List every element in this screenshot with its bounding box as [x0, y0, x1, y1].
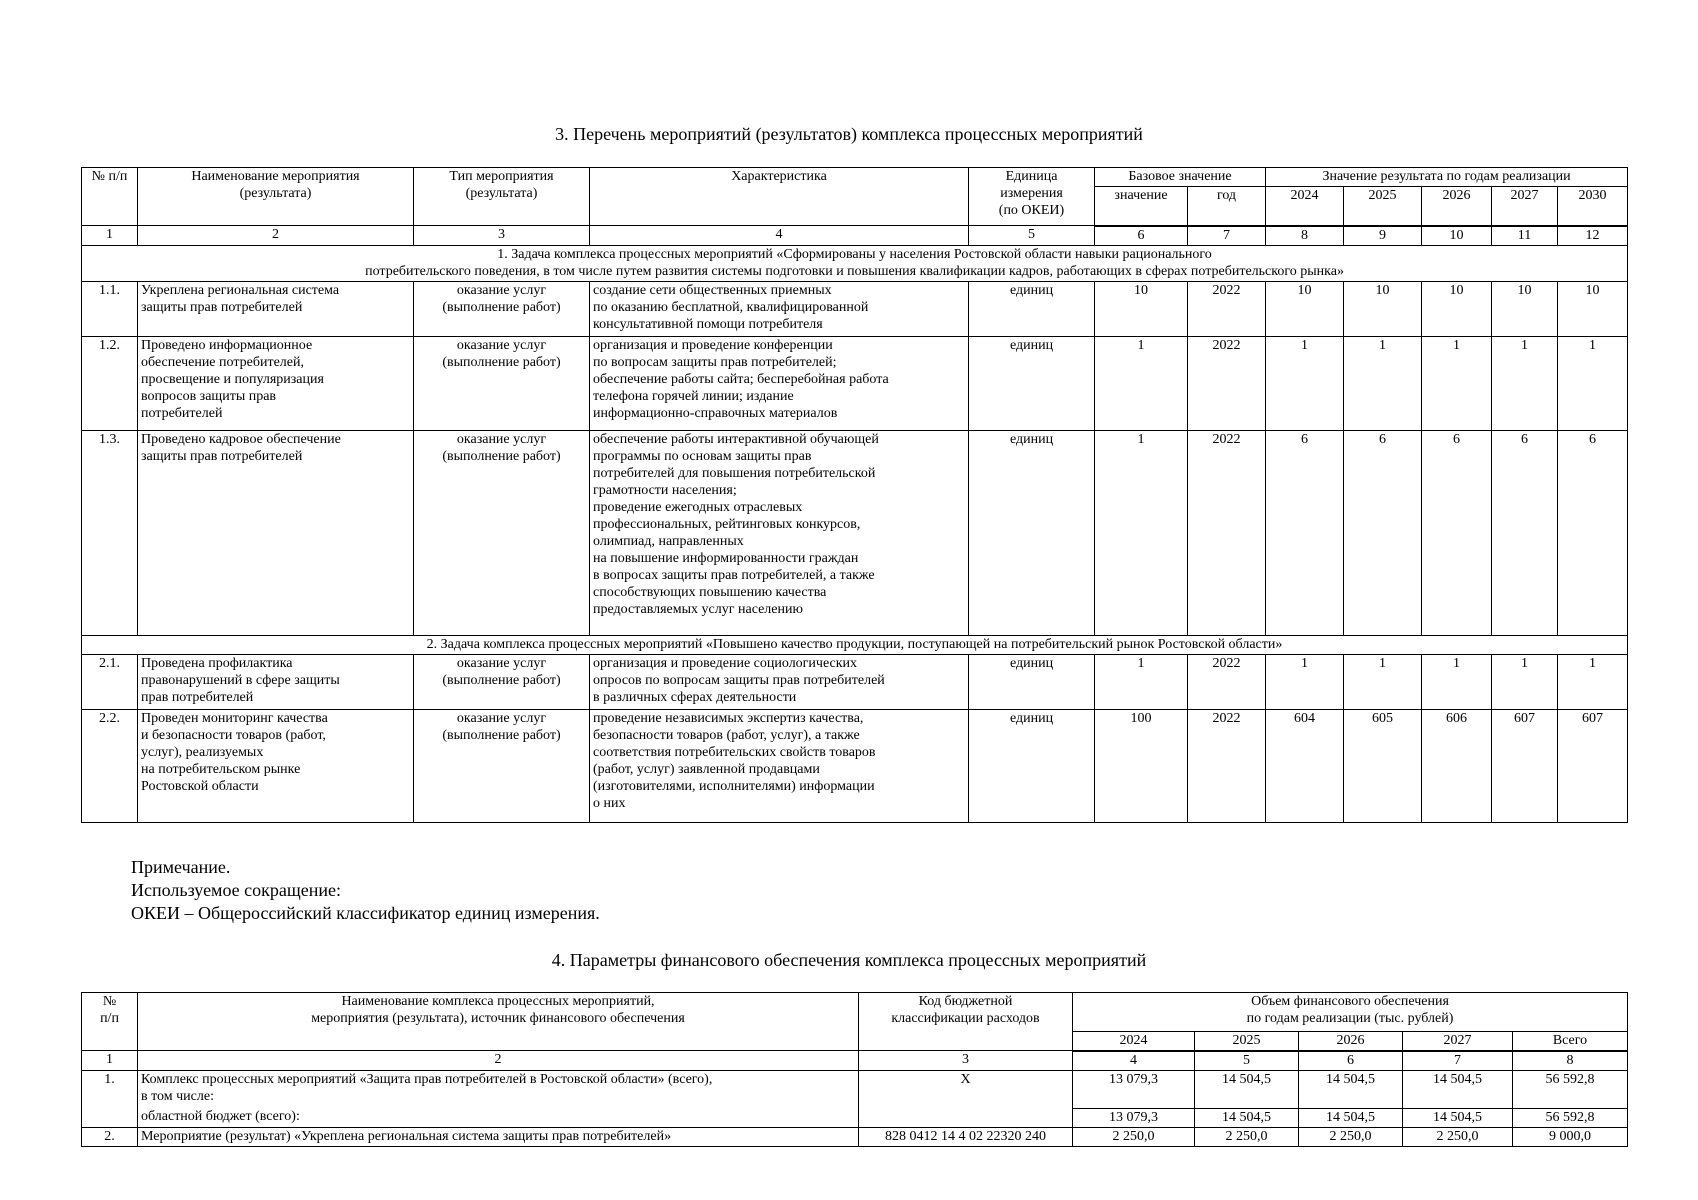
- col-num: 1: [82, 1051, 138, 1071]
- header-year-2025: 2025: [1344, 187, 1422, 226]
- row-value-2024: 1: [1266, 336, 1344, 430]
- row-name: Проведена профилактика правонарушений в сфере защиты прав потребителей: [138, 654, 414, 709]
- fin-row-total: 56 592,8: [1513, 1070, 1628, 1108]
- fin-row-2027: 2 250,0: [1403, 1127, 1513, 1146]
- table-row: [82, 1127, 1628, 1146]
- fin-header-2027: 2027: [1403, 1032, 1513, 1051]
- row-type: оказание услуг (выполнение работ): [414, 281, 590, 336]
- header-unit: Единица измерения (по ОКЕИ): [969, 168, 1095, 226]
- row-unit: единиц: [969, 336, 1095, 430]
- fin-row-2024: 2 250,0: [1073, 1127, 1195, 1146]
- row-base-value: 10: [1095, 281, 1188, 336]
- section-3-title: 3. Перечень мероприятий (результатов) комплекса процессных мероприятий: [555, 124, 1143, 144]
- table-row: [82, 709, 1628, 822]
- fin-row-2026: 14 504,5: [1299, 1108, 1403, 1127]
- row-base-value: 100: [1095, 709, 1188, 822]
- fin-row-2027: 14 504,5: [1403, 1070, 1513, 1108]
- row-num: 1.2.: [82, 336, 138, 430]
- row-type: оказание услуг (выполнение работ): [414, 654, 590, 709]
- fin-row-name: областной бюджет (всего):: [138, 1108, 859, 1127]
- row-unit: единиц: [969, 654, 1095, 709]
- header-base: Базовое значение: [1095, 168, 1266, 187]
- fin-row-code: Х: [859, 1070, 1073, 1127]
- row-value-2025: 1: [1344, 336, 1422, 430]
- row-value-2026: 1: [1422, 336, 1492, 430]
- fin-header-volume: Объем финансового обеспечения по годам реализации (тыс. рублей): [1073, 993, 1628, 1032]
- row-value-2030: 1: [1558, 336, 1628, 430]
- header-year-2030: 2030: [1558, 187, 1628, 226]
- fin-row-name: Мероприятие (результат) «Укреплена региональная система защиты прав потребителей»: [138, 1127, 859, 1146]
- row-num: 2.1.: [82, 654, 138, 709]
- note-abbrev-label: Используемое сокращение:: [131, 880, 341, 900]
- fin-row-num: 2.: [82, 1127, 138, 1146]
- finance-table: [81, 992, 1628, 1147]
- fin-row-num: 1.: [82, 1070, 138, 1127]
- row-value-2024: 604: [1266, 709, 1344, 822]
- col-num: 9: [1344, 226, 1422, 246]
- fin-header-name: Наименование комплекса процессных мероприятий, мероприятия (результата), источник финансового обеспечения: [138, 993, 859, 1051]
- header-year-2024: 2024: [1266, 187, 1344, 226]
- measures-table: [81, 167, 1628, 823]
- row-name: Проведено информационное обеспечение потребителей, просвещение и популяризация вопросов защиты прав потребителей: [138, 336, 414, 430]
- header-num: № п/п: [82, 168, 138, 226]
- fin-header-2025: 2025: [1195, 1032, 1299, 1051]
- fin-row-2025: 14 504,5: [1195, 1108, 1299, 1127]
- table-row: [82, 654, 1628, 709]
- col-num: 11: [1492, 226, 1558, 246]
- row-unit: единиц: [969, 709, 1095, 822]
- header-name: Наименование мероприятия (результата): [138, 168, 414, 226]
- table-row: [82, 281, 1628, 336]
- fin-column-numbers-row: [82, 1051, 1628, 1071]
- row-characteristic: обеспечение работы интерактивной обучающей программы по основам защиты прав потребителей для повышения потребительской грамотности населения; проведение ежегодных отраслевых профессиональных, рейтинговых конкурсов, олимпиад, направленных на повышение информированности граждан в вопросах защиты прав потребителей, а также способствующих повышению качества предоставляемых услуг населению: [590, 430, 969, 635]
- row-value-2027: 6: [1492, 430, 1558, 635]
- row-value-2024: 10: [1266, 281, 1344, 336]
- row-value-2027: 1: [1492, 336, 1558, 430]
- row-value-2026: 6: [1422, 430, 1492, 635]
- col-num: 4: [1073, 1051, 1195, 1071]
- row-value-2027: 1: [1492, 654, 1558, 709]
- fin-row-total: 9 000,0: [1513, 1127, 1628, 1146]
- fin-header-total: Всего: [1513, 1032, 1628, 1051]
- task-2-row: 2. Задача комплекса процессных мероприятий «Повышено качество продукции, поступающей на потребительский рынок Ростовской области»: [82, 635, 1628, 654]
- row-value-2024: 1: [1266, 654, 1344, 709]
- note-heading: Примечание.: [131, 857, 231, 877]
- row-value-2025: 10: [1344, 281, 1422, 336]
- row-value-2025: 6: [1344, 430, 1422, 635]
- row-value-2026: 606: [1422, 709, 1492, 822]
- section-4-title: 4. Параметры финансового обеспечения комплекса процессных мероприятий: [551, 950, 1147, 970]
- row-num: 2.2.: [82, 709, 138, 822]
- col-num: 5: [1195, 1051, 1299, 1071]
- row-value-2025: 1: [1344, 654, 1422, 709]
- fin-header-2024: 2024: [1073, 1032, 1195, 1051]
- col-num: 6: [1095, 226, 1188, 246]
- col-num: 7: [1188, 226, 1266, 246]
- row-type: оказание услуг (выполнение работ): [414, 709, 590, 822]
- fin-row-2027: 14 504,5: [1403, 1108, 1513, 1127]
- col-num: 12: [1558, 226, 1628, 246]
- col-num: 3: [859, 1051, 1073, 1071]
- col-num: 10: [1422, 226, 1492, 246]
- row-name: Проведен мониторинг качества и безопасности товаров (работ, услуг), реализуемых на потребительском рынке Ростовской области: [138, 709, 414, 822]
- row-value-2030: 607: [1558, 709, 1628, 822]
- fin-header-2026: 2026: [1299, 1032, 1403, 1051]
- row-value-2027: 607: [1492, 709, 1558, 822]
- col-num: 2: [138, 1051, 859, 1071]
- fin-row-2026: 2 250,0: [1299, 1127, 1403, 1146]
- col-num: 6: [1299, 1051, 1403, 1071]
- col-num: 3: [414, 226, 590, 246]
- header-year-2027: 2027: [1492, 187, 1558, 226]
- col-num: 7: [1403, 1051, 1513, 1071]
- row-value-2026: 10: [1422, 281, 1492, 336]
- row-num: 1.3.: [82, 430, 138, 635]
- task-1-row: 1. Задача комплекса процессных мероприятий «Сформированы у населения Ростовской области навыки рационального потребительского поведения, в том числе путем развития системы подготовки и повышения квалификации кадров, работающих в сферах потребительского рынка»: [82, 245, 1628, 281]
- column-numbers-row: [82, 226, 1628, 246]
- fin-row-name: Комплекс процессных мероприятий «Защита прав потребителей в Ростовской области» (всего), в том числе:: [138, 1070, 859, 1108]
- row-unit: единиц: [969, 430, 1095, 635]
- row-type: оказание услуг (выполнение работ): [414, 430, 590, 635]
- row-base-value: 1: [1095, 336, 1188, 430]
- row-value-2030: 1: [1558, 654, 1628, 709]
- header-year-2026: 2026: [1422, 187, 1492, 226]
- row-base-year: 2022: [1188, 709, 1266, 822]
- row-base-value: 1: [1095, 654, 1188, 709]
- table-row: [82, 336, 1628, 430]
- note-okei: ОКЕИ – Общероссийский классификатор единиц измерения.: [131, 903, 600, 923]
- row-characteristic: создание сети общественных приемных по оказанию бесплатной, квалифицированной консультативной помощи потребителя: [590, 281, 969, 336]
- table-row: [82, 430, 1628, 635]
- row-value-2024: 6: [1266, 430, 1344, 635]
- fin-row-2026: 14 504,5: [1299, 1070, 1403, 1108]
- table-row: [82, 1108, 1628, 1127]
- fin-row-total: 56 592,8: [1513, 1108, 1628, 1127]
- row-base-year: 2022: [1188, 336, 1266, 430]
- fin-row-2024: 13 079,3: [1073, 1070, 1195, 1108]
- fin-row-2025: 14 504,5: [1195, 1070, 1299, 1108]
- row-characteristic: организация и проведение конференции по вопросам защиты прав потребителей; обеспечение работы сайта; бесперебойная работа телефона горячей линии; издание информационно-справочных материалов: [590, 336, 969, 430]
- header-characteristic: Характеристика: [590, 168, 969, 226]
- row-value-2030: 6: [1558, 430, 1628, 635]
- row-num: 1.1.: [82, 281, 138, 336]
- row-value-2025: 605: [1344, 709, 1422, 822]
- fin-row-code: 828 0412 14 4 02 22320 240: [859, 1127, 1073, 1146]
- fin-header-code: Код бюджетной классификации расходов: [859, 993, 1073, 1051]
- col-num: 2: [138, 226, 414, 246]
- fin-row-2025: 2 250,0: [1195, 1127, 1299, 1146]
- row-base-year: 2022: [1188, 430, 1266, 635]
- fin-row-2024: 13 079,3: [1073, 1108, 1195, 1127]
- row-base-year: 2022: [1188, 281, 1266, 336]
- row-value-2026: 1: [1422, 654, 1492, 709]
- col-num: 8: [1513, 1051, 1628, 1071]
- col-num: 8: [1266, 226, 1344, 246]
- row-unit: единиц: [969, 281, 1095, 336]
- fin-header-num: № п/п: [82, 993, 138, 1051]
- col-num: 1: [82, 226, 138, 246]
- table-row: [82, 1070, 1628, 1108]
- row-value-2027: 10: [1492, 281, 1558, 336]
- header-type: Тип мероприятия (результата): [414, 168, 590, 226]
- col-num: 4: [590, 226, 969, 246]
- row-base-year: 2022: [1188, 654, 1266, 709]
- row-name: Проведено кадровое обеспечение защиты прав потребителей: [138, 430, 414, 635]
- row-type: оказание услуг (выполнение работ): [414, 336, 590, 430]
- header-results: Значение результата по годам реализации: [1266, 168, 1628, 187]
- col-num: 5: [969, 226, 1095, 246]
- header-base-value: значение: [1095, 187, 1188, 226]
- row-name: Укреплена региональная система защиты прав потребителей: [138, 281, 414, 336]
- row-characteristic: организация и проведение социологических опросов по вопросам защиты прав потребителей в различных сферах деятельности: [590, 654, 969, 709]
- header-base-year: год: [1188, 187, 1266, 226]
- row-base-value: 1: [1095, 430, 1188, 635]
- row-characteristic: проведение независимых экспертиз качества, безопасности товаров (работ, услуг), а также соответствия потребительских свойств товаров (работ, услуг) заявленной продавцами (изготовителями, исполнителями) информации о них: [590, 709, 969, 822]
- row-value-2030: 10: [1558, 281, 1628, 336]
